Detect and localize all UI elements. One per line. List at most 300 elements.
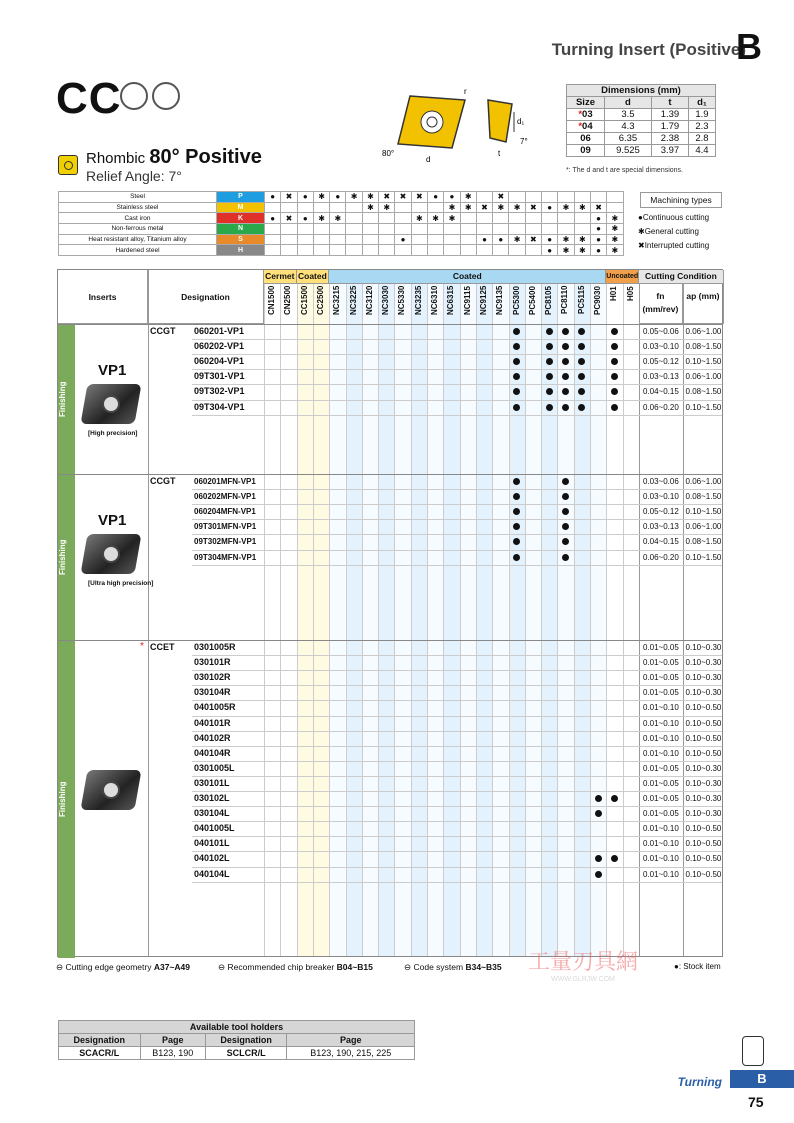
machining-mark xyxy=(313,245,329,256)
machining-mark xyxy=(281,245,297,256)
stock-dot xyxy=(562,478,569,485)
ap-value: 0.10~0.50 xyxy=(685,703,722,713)
dim-d: 9.525 xyxy=(604,145,651,157)
grade-column xyxy=(297,270,313,956)
ap-value: 0.10~0.30 xyxy=(685,688,722,698)
designation-prefix: CCGT xyxy=(150,326,176,336)
group-header-cermet: Cermet xyxy=(264,270,297,284)
ap-value: 0.10~1.50 xyxy=(685,402,722,412)
machining-mark: ● xyxy=(265,213,281,224)
fn-value: 0.06~0.20 xyxy=(642,402,679,412)
fn-value: 0.01~0.05 xyxy=(642,809,679,819)
machining-mark xyxy=(313,224,329,235)
stock-dot xyxy=(513,478,520,485)
designation-code: 0301005L xyxy=(194,762,235,773)
page-number: 75 xyxy=(748,1094,764,1110)
machining-mark xyxy=(330,234,346,245)
fn-value: 0.01~0.10 xyxy=(642,748,679,758)
machining-mark xyxy=(444,234,460,245)
ap-value: 0.10~0.30 xyxy=(685,643,722,652)
grade-column xyxy=(460,270,476,956)
page-section: Turning xyxy=(677,1075,722,1089)
grade-column xyxy=(280,270,296,956)
stock-dot xyxy=(595,855,602,862)
stock-dot xyxy=(546,358,553,365)
workpiece-table xyxy=(58,191,624,256)
header-letter: B xyxy=(736,26,762,67)
machining-mark xyxy=(297,234,313,245)
machining-mark: ✱ xyxy=(558,234,574,245)
machining-mark: ✖ xyxy=(379,192,395,203)
holder-cell: B123, 190 xyxy=(140,1047,205,1060)
machining-mark xyxy=(574,213,590,224)
holder-cell: SCACR/L xyxy=(59,1047,141,1060)
machining-mark: ✱ xyxy=(427,213,443,224)
material-label: Heat resistant alloy, Titanium alloy xyxy=(59,234,217,245)
material-tag: M xyxy=(217,202,265,213)
material-tag: S xyxy=(217,234,265,245)
fn-value: 0.01~0.10 xyxy=(642,869,679,879)
grade-name: NC6310 xyxy=(430,286,439,316)
ap-value: 0.06~1.00 xyxy=(685,477,722,486)
row-line xyxy=(192,415,722,416)
chip-breaker-label: VP1 xyxy=(98,512,127,529)
grade-name: CN2500 xyxy=(283,286,293,316)
machining-mark xyxy=(558,213,574,224)
workpiece-row xyxy=(59,234,624,245)
ap-value: 0.06~1.00 xyxy=(685,372,722,382)
grade-column xyxy=(525,270,541,956)
machining-mark xyxy=(558,224,574,235)
machining-mark: ✱ xyxy=(574,202,590,213)
fn-value: 0.03~0.13 xyxy=(642,522,679,532)
diagram-label: d₁ xyxy=(517,117,525,126)
machining-mark: ● xyxy=(330,192,346,203)
fn-value: 0.01~0.10 xyxy=(642,839,679,849)
machining-mark xyxy=(265,224,281,235)
grade-name: PC5400 xyxy=(527,286,537,315)
grade-column xyxy=(443,270,459,956)
section-side-label: Finishing xyxy=(58,640,75,958)
grade-name: NC9125 xyxy=(478,286,488,316)
machining-mark xyxy=(379,224,395,235)
machining-mark: ● xyxy=(542,234,558,245)
machining-mark: ● xyxy=(590,234,606,245)
grade-name: NC9135 xyxy=(495,286,505,316)
stock-dot xyxy=(562,404,569,411)
designation-code: 0301005R xyxy=(194,642,236,652)
fn-value: 0.04~0.15 xyxy=(642,537,679,547)
footer-link[interactable]: ⊖ Recommended chip breaker B04~B15 xyxy=(218,962,373,972)
machining-mark: ✱ xyxy=(362,202,378,213)
machining-mark xyxy=(427,224,443,235)
special-star: * xyxy=(140,641,144,652)
dim-t: 1.39 xyxy=(651,109,688,121)
workpiece-row xyxy=(59,224,624,235)
machining-mark: ✱ xyxy=(574,245,590,256)
machining-mark: ✖ xyxy=(281,192,297,203)
stock-dot xyxy=(595,810,602,817)
grade-column xyxy=(378,270,394,956)
machining-mark xyxy=(476,245,492,256)
machining-mark xyxy=(346,213,362,224)
grade-table xyxy=(57,269,723,957)
stock-note: ●: Stock item xyxy=(674,962,721,971)
machining-mark: ✖ xyxy=(281,213,297,224)
ap-value: 0.10~0.50 xyxy=(685,718,722,728)
insert-hole xyxy=(102,545,120,563)
insert-diagram xyxy=(380,86,540,166)
watermark: 工量刃具網 WWW.GLRJW.COM xyxy=(528,949,639,983)
machining-mark xyxy=(411,234,427,245)
dim-t: 1.79 xyxy=(651,121,688,133)
machining-mark: ✱ xyxy=(346,192,362,203)
machining-mark: ✱ xyxy=(509,202,525,213)
machining-item: ●Continuous cutting xyxy=(638,213,710,222)
machining-mark xyxy=(395,202,411,213)
designation-code: 09T301-VP1 xyxy=(194,371,245,382)
fn-value: 0.03~0.10 xyxy=(642,342,679,352)
machining-mark: ✱ xyxy=(444,202,460,213)
machining-mark: ✱ xyxy=(607,213,623,224)
diagram-label: t xyxy=(498,149,501,158)
grade-name: CN1500 xyxy=(267,286,276,316)
ap-value: 0.08~1.50 xyxy=(685,492,722,502)
material-tag: N xyxy=(217,224,265,235)
fn-header: fn (mm/rev) xyxy=(639,284,683,324)
ap-value: 0.10~1.50 xyxy=(685,507,722,517)
fn-value: 0.03~0.06 xyxy=(642,477,679,486)
dim-row xyxy=(567,109,716,121)
machining-mark: ✱ xyxy=(574,234,590,245)
fn-value: 0.01~0.05 xyxy=(642,688,679,698)
designation-code: 040104R xyxy=(194,747,231,758)
machining-mark xyxy=(330,202,346,213)
empty-circle-icon xyxy=(152,82,180,110)
designation-code: 040104L xyxy=(194,868,230,879)
stock-dot xyxy=(578,404,585,411)
machining-mark: ● xyxy=(444,192,460,203)
machining-mark xyxy=(330,245,346,256)
ap-value: 0.10~0.50 xyxy=(685,748,722,758)
inserts-divider xyxy=(148,270,149,956)
grade-name: PC5115 xyxy=(576,286,586,315)
designation-code: 030104L xyxy=(194,808,230,819)
dim-d1: 2.8 xyxy=(688,133,715,145)
designation-prefix: CCGT xyxy=(150,476,176,486)
grade-column xyxy=(346,270,362,956)
machining-mark xyxy=(281,224,297,235)
machining-mark xyxy=(509,192,525,203)
machining-mark xyxy=(460,213,476,224)
stock-dot xyxy=(611,358,618,365)
machining-mark xyxy=(493,213,509,224)
machining-mark xyxy=(411,202,427,213)
designation-header: Designation xyxy=(148,270,264,324)
designation-code: 030102R xyxy=(194,672,231,683)
stock-dot xyxy=(546,328,553,335)
grade-name: NC9115 xyxy=(462,286,472,315)
stock-dot xyxy=(595,795,602,802)
dim-size: 06 xyxy=(567,133,605,145)
holder-cell: B123, 190, 215, 225 xyxy=(287,1047,415,1060)
workpiece-row xyxy=(59,202,624,213)
machining-mark xyxy=(493,245,509,256)
machining-mark xyxy=(313,234,329,245)
fn-value: 0.01~0.10 xyxy=(642,718,679,728)
machining-mark xyxy=(362,245,378,256)
designation-code: 060202-VP1 xyxy=(194,341,245,352)
fn-value: 0.05~0.12 xyxy=(642,357,679,367)
dimensions-table xyxy=(566,84,716,157)
workpiece-row xyxy=(59,213,624,224)
machining-mark: ✱ xyxy=(607,224,623,235)
chip-breaker-label: VP1 xyxy=(98,362,127,379)
fn-value: 0.05~0.06 xyxy=(642,327,679,336)
designation-code: 060201-VP1 xyxy=(194,326,245,336)
holder-header: Designation xyxy=(59,1034,141,1047)
grade-name: PC8110 xyxy=(560,286,570,315)
machining-mark: ✖ xyxy=(395,192,411,203)
relief-angle: Relief Angle: 7° xyxy=(86,168,182,184)
machining-mark xyxy=(265,245,281,256)
insert-hole xyxy=(102,781,120,799)
fn-value: 0.01~0.05 xyxy=(642,643,679,652)
empty-circle-icon xyxy=(120,82,148,110)
machining-mark: ✱ xyxy=(493,202,509,213)
precision-note: [Ultra high precision] xyxy=(88,580,154,587)
dimensions-note: *: The d and t are special dimensions. xyxy=(566,167,683,174)
grade-column xyxy=(329,270,345,956)
machining-mark xyxy=(607,192,623,203)
machining-mark xyxy=(509,245,525,256)
machining-mark xyxy=(379,245,395,256)
machining-mark: ● xyxy=(542,245,558,256)
machining-mark xyxy=(265,234,281,245)
machining-mark: ✖ xyxy=(590,202,606,213)
page-letter: B xyxy=(730,1070,794,1088)
machining-mark: ● xyxy=(476,234,492,245)
machining-mark xyxy=(542,213,558,224)
stock-dot xyxy=(611,343,618,350)
machining-mark: ✖ xyxy=(411,192,427,203)
stock-dot xyxy=(513,554,520,561)
footer-link[interactable]: ⊖ Code system B34~B35 xyxy=(404,962,502,972)
ap-value: 0.10~0.50 xyxy=(685,839,722,849)
group-header-coated: Coated xyxy=(297,270,330,284)
machining-mark xyxy=(590,192,606,203)
ap-value: 0.06~1.00 xyxy=(685,327,722,336)
machining-mark xyxy=(427,245,443,256)
ap-value: 0.10~0.30 xyxy=(685,809,722,819)
machining-mark xyxy=(542,192,558,203)
dimensions-title: Dimensions (mm) xyxy=(567,85,716,97)
grade-name: H05 xyxy=(625,286,635,301)
ap-value: 0.10~0.30 xyxy=(685,673,722,683)
machining-mark xyxy=(444,224,460,235)
row-line xyxy=(192,882,722,883)
ap-value: 0.10~0.50 xyxy=(685,854,722,864)
machining-mark: ● xyxy=(493,234,509,245)
machining-mark: ✱ xyxy=(444,213,460,224)
stock-dot xyxy=(562,493,569,500)
fn-value: 0.01~0.10 xyxy=(642,733,679,743)
diagram-label: 80° xyxy=(382,149,395,158)
machining-mark xyxy=(460,224,476,235)
machining-mark xyxy=(525,224,541,235)
row-line xyxy=(192,565,722,566)
grade-name: NC6315 xyxy=(446,286,456,316)
stock-dot xyxy=(546,388,553,395)
machining-mark xyxy=(395,224,411,235)
machining-mark xyxy=(574,224,590,235)
machining-mark xyxy=(509,224,525,235)
precision-note: [High precision] xyxy=(88,430,138,437)
stock-dot xyxy=(546,404,553,411)
machining-mark xyxy=(460,245,476,256)
ap-value: 0.08~1.50 xyxy=(685,342,722,352)
grade-name: PC8105 xyxy=(544,286,554,315)
grade-name: CC2500 xyxy=(315,286,325,316)
machining-mark xyxy=(281,234,297,245)
machining-mark: ● xyxy=(297,213,313,224)
rhombic-shape-icon xyxy=(58,155,78,175)
dim-size: 09 xyxy=(567,145,605,157)
product-code: CC xyxy=(56,74,122,123)
stock-dot xyxy=(595,871,602,878)
material-label: Steel xyxy=(59,192,217,203)
ap-value: 0.08~1.50 xyxy=(685,537,722,547)
machining-mark xyxy=(427,234,443,245)
machining-mark: ● xyxy=(590,224,606,235)
shape-title: Rhombic 80° Positive xyxy=(86,146,262,168)
stock-dot xyxy=(611,328,618,335)
fn-value: 0.01~0.05 xyxy=(642,778,679,788)
material-tag: K xyxy=(217,213,265,224)
grade-name: NC3215 xyxy=(332,286,342,316)
designation-code: 060204-VP1 xyxy=(194,356,245,367)
machining-mark xyxy=(346,245,362,256)
ap-value: 0.08~1.50 xyxy=(685,387,722,397)
dim-t: 3.97 xyxy=(651,145,688,157)
machining-mark: ✱ xyxy=(558,245,574,256)
designation-code: 040101R xyxy=(194,717,231,728)
dim-header: t xyxy=(651,97,688,109)
dim-row xyxy=(567,121,716,133)
machining-mark: ✖ xyxy=(525,202,541,213)
machining-mark: ✱ xyxy=(411,213,427,224)
group-header-uncoated: Uncoated xyxy=(606,270,639,284)
machining-mark: ✱ xyxy=(330,213,346,224)
dim-size: *04 xyxy=(567,121,605,133)
machining-mark: ✖ xyxy=(525,234,541,245)
designation-code: 060202MFN-VP1 xyxy=(194,492,256,502)
designation-code: 060201MFN-VP1 xyxy=(194,477,256,486)
machining-mark xyxy=(362,234,378,245)
diagram-label: r xyxy=(464,87,467,96)
machining-mark xyxy=(297,202,313,213)
ap-value: 0.10~0.50 xyxy=(685,869,722,879)
machining-mark: ✱ xyxy=(379,202,395,213)
designation-code: 040101L xyxy=(194,838,230,849)
machining-mark: ✱ xyxy=(362,192,378,203)
stock-dot xyxy=(562,343,569,350)
material-label: Hardened steel xyxy=(59,245,217,256)
fn-value: 0.04~0.15 xyxy=(642,387,679,397)
diagram-label: 7° xyxy=(520,137,528,146)
machining-mark xyxy=(476,192,492,203)
machining-mark xyxy=(346,202,362,213)
dim-header: d₁ xyxy=(688,97,715,109)
ap-header: ap (mm) xyxy=(683,284,724,324)
designation-code: 060204MFN-VP1 xyxy=(194,507,256,517)
ap-value: 0.10~0.50 xyxy=(685,733,722,743)
grade-column xyxy=(590,270,606,956)
designation-code: 030104R xyxy=(194,687,231,698)
designation-code: 030102L xyxy=(194,793,230,803)
workpiece-row xyxy=(59,245,624,256)
dim-d1: 1.9 xyxy=(688,109,715,121)
holder-title: Available tool holders xyxy=(59,1021,415,1034)
grade-column xyxy=(623,270,639,956)
grade-name: NC3120 xyxy=(364,286,374,316)
machining-mark xyxy=(297,224,313,235)
fn-value: 0.01~0.10 xyxy=(642,703,679,713)
machining-mark xyxy=(476,224,492,235)
grade-name: NC3225 xyxy=(348,286,358,316)
holder-cell: SCLCR/L xyxy=(205,1047,287,1060)
machining-mark xyxy=(265,202,281,213)
grade-name: NC5330 xyxy=(397,286,407,316)
material-label: Cast iron xyxy=(59,213,217,224)
designation-code: 040102R xyxy=(194,732,231,743)
footer-link[interactable]: ⊖ Cutting edge geometry A37~A49 xyxy=(56,962,191,972)
dim-d1: 4.4 xyxy=(688,145,715,157)
dim-size: *03 xyxy=(567,109,605,121)
ap-value: 0.10~0.30 xyxy=(685,763,722,773)
stock-dot xyxy=(546,373,553,380)
grade-column xyxy=(492,270,508,956)
machining-mark xyxy=(509,213,525,224)
dim-row xyxy=(567,133,716,145)
holder-header: Designation xyxy=(205,1034,287,1047)
stock-dot xyxy=(562,328,569,335)
grade-name: PC9030 xyxy=(593,286,602,315)
machining-mark xyxy=(411,245,427,256)
machining-mark xyxy=(313,202,329,213)
designation-code: 040102L xyxy=(194,853,230,864)
holder-header: Page xyxy=(287,1034,415,1047)
holder-header: Page xyxy=(140,1034,205,1047)
inserts-header: Inserts xyxy=(58,270,148,324)
grade-name: NC3235 xyxy=(413,286,423,316)
grade-column xyxy=(362,270,378,956)
machining-mark: ● xyxy=(427,192,443,203)
machining-mark xyxy=(379,213,395,224)
material-label: Non-ferrous metal xyxy=(59,224,217,235)
designation-prefix: CCET xyxy=(150,642,175,652)
stock-dot xyxy=(546,343,553,350)
fn-value: 0.03~0.13 xyxy=(642,372,679,382)
machining-mark: ✱ xyxy=(607,234,623,245)
machining-mark: ● xyxy=(265,192,281,203)
grade-name: NC3030 xyxy=(381,286,391,316)
dim-header: d xyxy=(604,97,651,109)
dim-t: 2.38 xyxy=(651,133,688,145)
machining-mark xyxy=(297,245,313,256)
grade-column xyxy=(476,270,492,956)
machining-mark: ✱ xyxy=(509,234,525,245)
